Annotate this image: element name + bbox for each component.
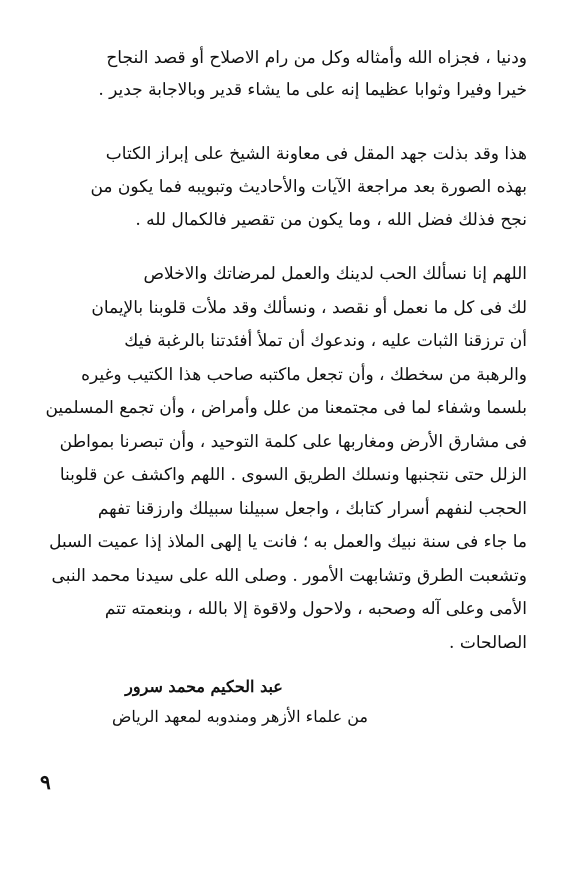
text-line: بهذه الصورة بعد مراجعة الآيات والأحاديث وتبويبه فما يكون من — [90, 177, 527, 197]
text-line: فى مشارق الأرض ومغاربها على كلمة التوحيد ، وأن تبصرنا بمواطن — [59, 431, 527, 452]
text-line: ما جاء فى سنة نبيك والعمل به ؛ فانت يا إلهى الملاذ إذا عميت السبل — [49, 532, 527, 552]
text-line: الصالحات . — [449, 632, 527, 653]
paragraph-3 — [40, 258, 527, 660]
text-line: خيرا وفيرا وثوابا عظيما إنه على ما يشاء قدير وبالاجابة جدير . — [98, 80, 527, 100]
author-name: عبد الحكيم محمد سرور — [125, 677, 283, 696]
text-line: الأمى وعلى آله وصحبه ، ولاحول ولاقوة إلا بالله ، وبنعمته تتم — [104, 599, 527, 619]
text-line: الحجب لنفهم أسرار كتابك ، واجعل سبيلنا سبيلك وارزقنا تفهم — [97, 498, 527, 519]
text-line: لك فى كل ما نعمل أو نقصد ، ونسألك وقد ملأت قلوبنا بالإيمان — [91, 297, 527, 318]
paragraph-1 — [40, 42, 527, 106]
text-line: اللهم إنا نسألك الحب لدينك والعمل لمرضاتك والاخلاص — [143, 264, 527, 284]
text-line: وتشعبت الطرق وتشابهت الأمور . وصلى الله على سيدنا محمد النبى — [51, 565, 527, 586]
signature-block — [40, 672, 368, 732]
author-title: من علماء الأزهر ومندوبه لمعهد الرياض — [112, 707, 368, 726]
text-line: أن ترزقنا الثبات عليه ، وندعوك أن تملأ أفئدتنا بالرغبة فيك — [124, 331, 527, 351]
text-line: بلسما وشفاء لما فى مجتمعنا من علل وأمراض ، وأن تجمع المسلمين — [45, 398, 527, 418]
text-line: والرهبة من سخطك ، وأن تجعل ماكتبه صاحب هذا الكتيب وغيره — [81, 364, 527, 385]
text-line: نجح فذلك فضل الله ، وما يكون من تقصير فالكمال لله . — [135, 210, 527, 230]
text-line: ودنيا ، فجزاه الله وأمثاله وكل من رام الاصلاح أو قصد النجاح — [106, 48, 527, 68]
page-number: ٩ — [40, 770, 51, 794]
text-line: الزلل حتى نتجنبها ونسلك الطريق السوى . اللهم واكشف عن قلوبنا — [59, 465, 527, 485]
text-line: هذا وقد بذلت جهد المقل فى معاونة الشيخ على إبراز الكتاب — [105, 144, 527, 164]
paragraph-2 — [40, 138, 527, 237]
